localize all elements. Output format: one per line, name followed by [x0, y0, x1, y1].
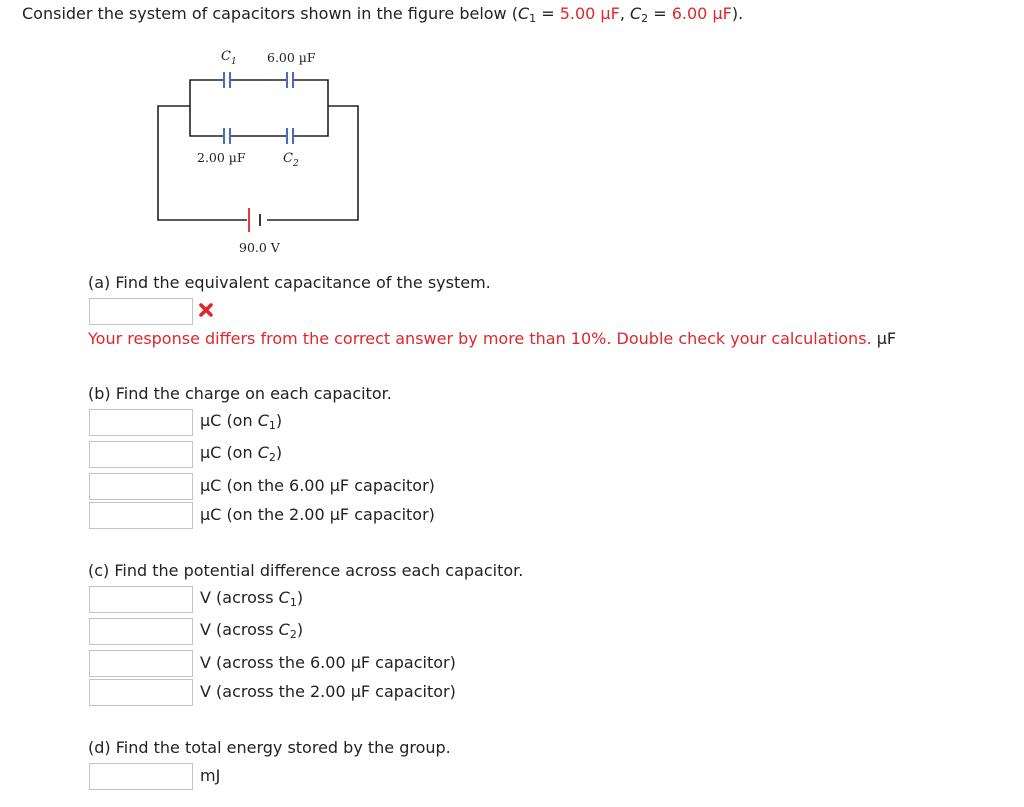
- incorrect-x-icon: [198, 302, 214, 322]
- answer-c4-input[interactable]: [89, 679, 193, 706]
- capacitor-6uF: [287, 72, 293, 88]
- answer-a-input[interactable]: [89, 298, 193, 325]
- unit-b3: µC (on the 6.00 µF capacitor): [200, 476, 435, 495]
- intro-suffix: ).: [731, 4, 744, 23]
- answer-d-input[interactable]: [89, 763, 193, 790]
- answer-c2-input[interactable]: [89, 618, 193, 645]
- label-c1: $C_1$: [221, 49, 237, 67]
- c2-given-value: 6.00 µF: [671, 4, 732, 23]
- answer-c1-input[interactable]: [89, 586, 193, 613]
- unit-c4: V (across the 2.00 µF capacitor): [200, 682, 456, 701]
- answer-c3-input[interactable]: [89, 650, 193, 677]
- feedback-message: Your response differs from the correct answer by more than 10%. Double check your calculations.: [88, 329, 872, 348]
- question-a: (a) Find the equivalent capacitance of the system.: [88, 273, 491, 292]
- intro-prefix: Consider the system of capacitors shown in the figure below (: [22, 4, 518, 23]
- question-b: (b) Find the charge on each capacitor.: [88, 384, 392, 403]
- c2-subscript: 2: [641, 12, 649, 25]
- unit-a: µF: [876, 329, 897, 348]
- unit-d: mJ: [200, 766, 221, 785]
- answer-b2-input[interactable]: [89, 441, 193, 468]
- label-6uF: 6.00 µF: [267, 50, 316, 65]
- intro-sep: ,: [619, 4, 630, 23]
- unit-b1: µC (on $C_1$): [200, 411, 283, 432]
- label-2uF: 2.00 µF: [197, 150, 246, 165]
- problem-statement: [22, 4, 743, 25]
- circuit-wires: [158, 80, 358, 220]
- answer-b4-input[interactable]: [89, 502, 193, 529]
- unit-c3: V (across the 6.00 µF capacitor): [200, 653, 456, 672]
- unit-b4: µC (on the 2.00 µF capacitor): [200, 505, 435, 524]
- answer-b1-input[interactable]: [89, 409, 193, 436]
- circuit-diagram: [150, 44, 370, 256]
- unit-c1: V (across $C_1$): [200, 588, 304, 609]
- label-battery: 90.0 V: [239, 240, 280, 255]
- intro-eq1: =: [536, 4, 560, 23]
- capacitor-2uF: [224, 128, 230, 144]
- c1-subscript: 1: [529, 12, 537, 25]
- feedback-line: [88, 329, 896, 348]
- intro-eq2: =: [648, 4, 672, 23]
- capacitor-c1: [224, 72, 230, 88]
- question-c: (c) Find the potential difference across each capacitor.: [88, 561, 524, 580]
- unit-c2: V (across $C_2$): [200, 620, 304, 641]
- label-c2: $C_2$: [283, 151, 299, 169]
- answer-b3-input[interactable]: [89, 473, 193, 500]
- c2-symbol: C: [629, 4, 642, 23]
- c1-given-value: 5.00 µF: [559, 4, 620, 23]
- capacitor-c2: [287, 128, 293, 144]
- c1-symbol: C: [517, 4, 530, 23]
- question-d: (d) Find the total energy stored by the group.: [88, 738, 451, 757]
- battery-symbol: [249, 208, 260, 232]
- unit-b2: µC (on $C_2$): [200, 443, 283, 464]
